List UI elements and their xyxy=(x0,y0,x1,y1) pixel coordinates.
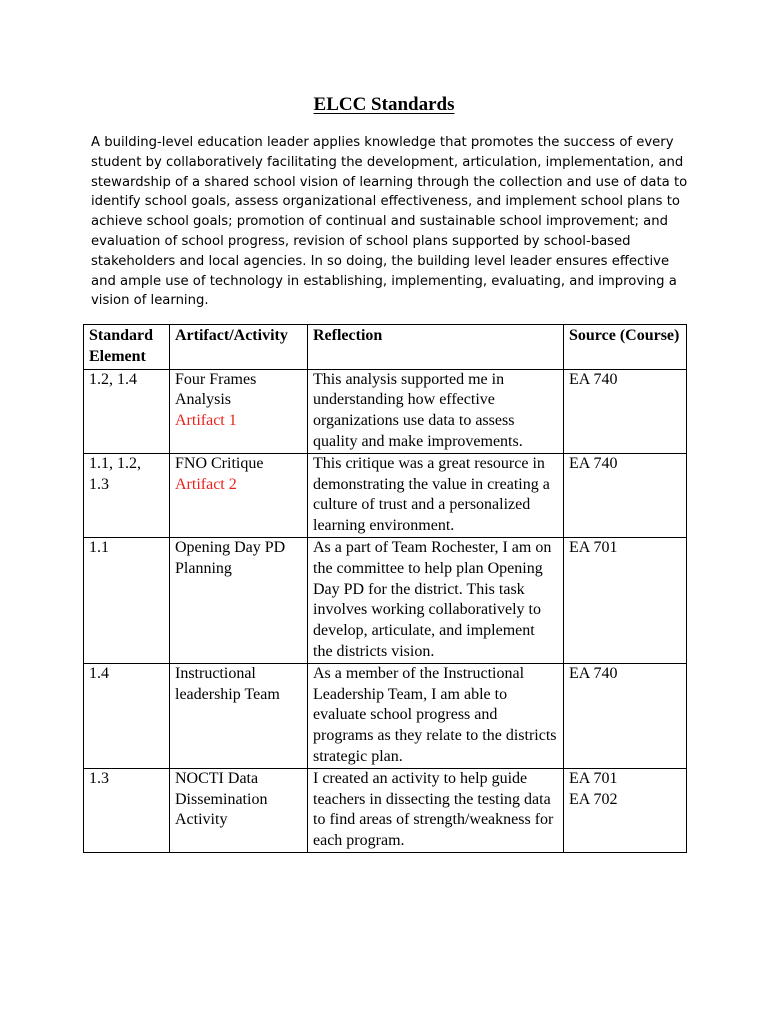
cell-activity xyxy=(170,663,308,768)
table-row xyxy=(84,537,687,663)
activity-name: Opening Day PD Planning xyxy=(175,538,286,577)
activity-name: Instructional leadership Team xyxy=(175,664,280,703)
header-source-course: Source (Course) xyxy=(564,325,687,370)
cell-activity xyxy=(170,369,308,453)
cell-reflection: This critique was a great resource in demonstrating the value in creating a culture of trust and a personalized learning environment. xyxy=(308,453,564,537)
cell-standard: 1.4 xyxy=(84,663,170,768)
table-row xyxy=(84,768,687,852)
activity-name: NOCTI Data Dissemination Activity xyxy=(175,769,268,829)
header-reflection: Reflection xyxy=(308,325,564,370)
cell-standard: 1.1, 1.2, 1.3 xyxy=(84,453,170,537)
source-course: EA 740 xyxy=(569,370,618,388)
cell-standard: 1.2, 1.4 xyxy=(84,369,170,453)
source-course: EA 701 xyxy=(569,769,618,787)
header-standard-element: Standard Element xyxy=(84,325,170,370)
cell-source xyxy=(564,537,687,663)
document-title: ELCC Standards xyxy=(313,94,455,115)
cell-reflection: As a part of Team Rochester, I am on the committee to help plan Opening Day PD for the district. This task involves working collaboratively to develop, articulate, and implement the districts vision. xyxy=(308,537,564,663)
header-artifact-activity: Artifact/Activity xyxy=(170,325,308,370)
source-course: EA 740 xyxy=(569,454,618,472)
intro-paragraph: A building-level education leader applies knowledge that promotes the success of every student by collaboratively facilitating the development, articulation, implementation, and stewardship of a shared school vision of learning through the collection and use of data to identify school goals, assess organizational effectiveness, and implement school plans to achieve school goals; promotion of continual and sustainable school improvement; and evaluation of school progress, revision of school plans supported by school-based stakeholders and local agencies. In so doing, the building level leader ensures effective and ample use of technology in establishing, implementing, evaluating, and improving a vision of learning. xyxy=(91,135,688,309)
activity-name: Four Frames Analysis xyxy=(175,370,257,409)
cell-activity xyxy=(170,453,308,537)
cell-reflection: I created an activity to help guide teachers in dissecting the testing data to find areas of strength/weakness for each program. xyxy=(308,768,564,852)
source-course: EA 701 xyxy=(569,538,618,556)
cell-source xyxy=(564,663,687,768)
artifact-link[interactable]: Artifact 2 xyxy=(175,475,237,493)
table-row xyxy=(84,453,687,537)
cell-source xyxy=(564,453,687,537)
activity-name: FNO Critique xyxy=(175,454,264,472)
source-course: EA 702 xyxy=(569,790,618,808)
cell-standard: 1.3 xyxy=(84,768,170,852)
cell-reflection: This analysis supported me in understanding how effective organizations use data to assess quality and make improvements. xyxy=(308,369,564,453)
table-row xyxy=(84,663,687,768)
artifact-link[interactable]: Artifact 1 xyxy=(175,412,237,430)
table-row xyxy=(84,369,687,453)
table-header-row xyxy=(84,325,687,370)
cell-activity xyxy=(170,768,308,852)
cell-source xyxy=(564,369,687,453)
source-course: EA 740 xyxy=(569,664,618,682)
cell-activity xyxy=(170,537,308,663)
cell-source xyxy=(564,768,687,852)
cell-reflection: As a member of the Instructional Leadership Team, I am able to evaluate school progress and programs as they relate to the districts strategic plan. xyxy=(308,663,564,768)
standards-table xyxy=(83,324,687,853)
cell-standard: 1.1 xyxy=(84,537,170,663)
